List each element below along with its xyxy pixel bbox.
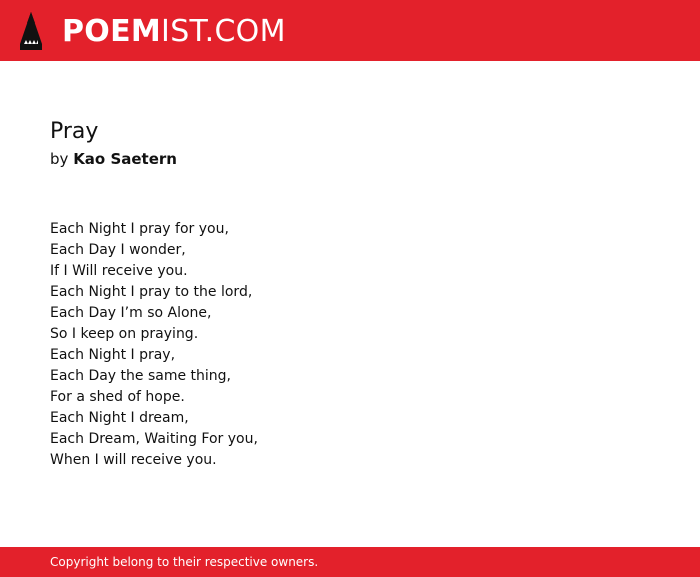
poem-line: Each Night I pray, (50, 347, 176, 363)
author-name: Kao Saetern (73, 150, 177, 168)
poem-line: If I Will receive you. (50, 263, 188, 279)
poem-line: When I will receive you. (50, 452, 217, 468)
site-brand[interactable] (62, 12, 286, 52)
site-footer (0, 547, 700, 577)
poem-line: Each Night I pray for you, (50, 221, 229, 237)
poem-line: For a shed of hope. (50, 389, 185, 405)
poem-line: So I keep on praying. (50, 326, 199, 342)
poem-line: Each Night I pray to the lord, (50, 284, 253, 300)
byline-label: by (50, 150, 69, 168)
poem-line: Each Night I dream, (50, 410, 189, 426)
poem-body (50, 219, 650, 471)
byline (50, 148, 650, 170)
poem-line: Each Day I wonder, (50, 242, 186, 258)
poem-line: Each Day I’m so Alone, (50, 305, 212, 321)
pencil-icon[interactable] (18, 10, 44, 52)
poem-title: Pray (50, 119, 99, 144)
brand-bold-text: POEM (62, 14, 162, 49)
poem-line: Each Dream, Waiting For you, (50, 431, 258, 447)
site-header (0, 0, 700, 61)
poem-line: Each Day the same thing, (50, 368, 232, 384)
brand-light-text: IST.COM (161, 14, 286, 49)
poem-heading (50, 116, 650, 170)
copyright-text: Copyright belong to their respective owners. (50, 555, 319, 569)
